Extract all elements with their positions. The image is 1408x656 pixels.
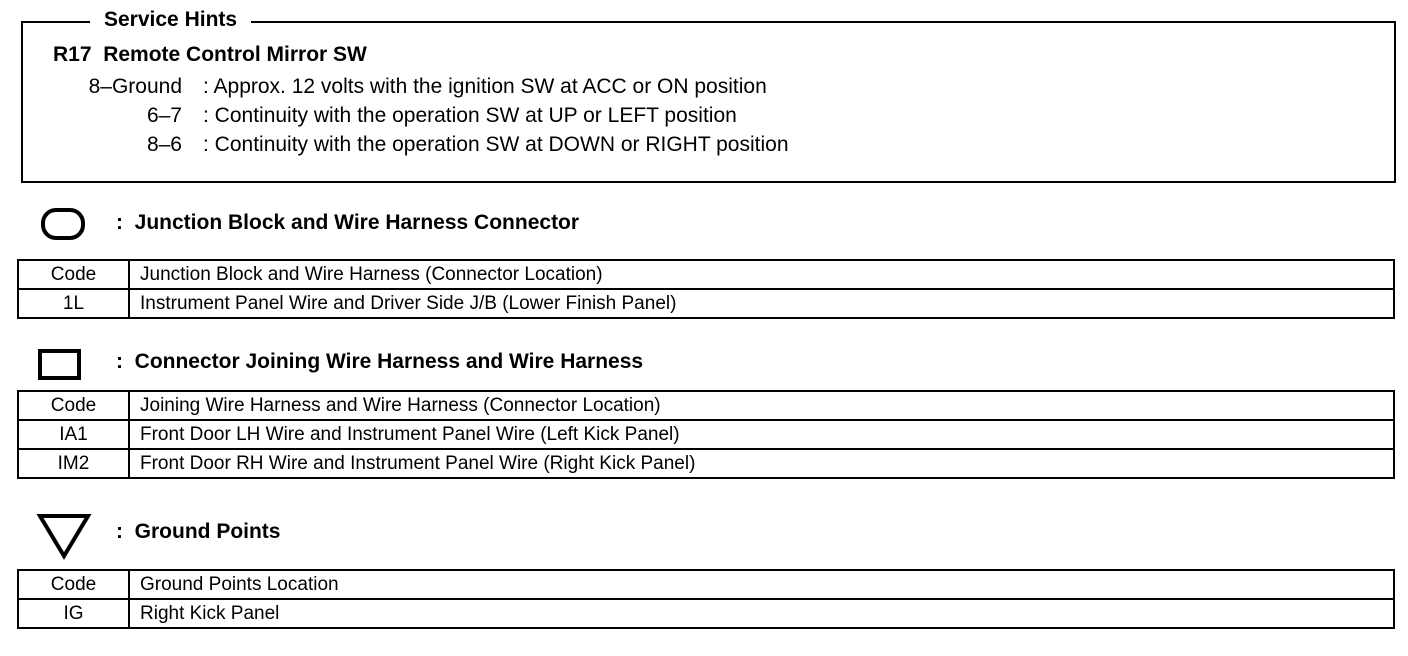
- code-cell: IA1: [18, 420, 129, 449]
- hint-description: : Continuity with the operation SW at UP or LEFT position: [203, 104, 737, 127]
- hint-description: : Approx. 12 volts with the ignition SW at ACC or ON position: [203, 75, 767, 98]
- table-header-row: [18, 570, 1394, 599]
- table-header-row: [18, 391, 1394, 420]
- ground-points-table: [17, 569, 1395, 629]
- location-cell: Front Door LH Wire and Instrument Panel Wire (Left Kick Panel): [129, 420, 1394, 449]
- hint-term: 8–Ground: [88, 75, 182, 98]
- junction-block-heading: : Junction Block and Wire Harness Connector: [116, 211, 580, 234]
- code-header: Code: [18, 570, 129, 599]
- hint-term: 8–6: [146, 133, 182, 156]
- code-cell: IG: [18, 599, 129, 628]
- connector-joining-table: [17, 390, 1395, 479]
- rectangle-icon: [36, 346, 84, 382]
- code-header: Code: [18, 391, 129, 420]
- connector-joining-heading: : Connector Joining Wire Harness and Wire Harness: [116, 350, 644, 373]
- location-header: Junction Block and Wire Harness (Connector Location): [129, 260, 1394, 289]
- table-row: [18, 449, 1394, 478]
- location-header: Ground Points Location: [129, 570, 1394, 599]
- location-header: Joining Wire Harness and Wire Harness (Connector Location): [129, 391, 1394, 420]
- ground-points-heading: : Ground Points: [116, 520, 281, 543]
- table-row: [18, 599, 1394, 628]
- junction-block-table: [17, 259, 1395, 319]
- service-hints-title: R17 Remote Control Mirror SW: [53, 43, 367, 66]
- rounded-rectangle-icon: [40, 206, 88, 242]
- inverted-triangle-icon: [36, 512, 92, 562]
- hint-term: 6–7: [146, 104, 182, 127]
- location-cell: Instrument Panel Wire and Driver Side J/B (Lower Finish Panel): [129, 289, 1394, 318]
- service-hints-legend: Service Hints: [90, 8, 251, 32]
- table-row: [18, 420, 1394, 449]
- code-header: Code: [18, 260, 129, 289]
- hint-description: : Continuity with the operation SW at DOWN or RIGHT position: [203, 133, 789, 156]
- location-cell: Right Kick Panel: [129, 599, 1394, 628]
- code-cell: IM2: [18, 449, 129, 478]
- location-cell: Front Door RH Wire and Instrument Panel Wire (Right Kick Panel): [129, 449, 1394, 478]
- table-row: [18, 289, 1394, 318]
- table-header-row: [18, 260, 1394, 289]
- code-cell: 1L: [18, 289, 129, 318]
